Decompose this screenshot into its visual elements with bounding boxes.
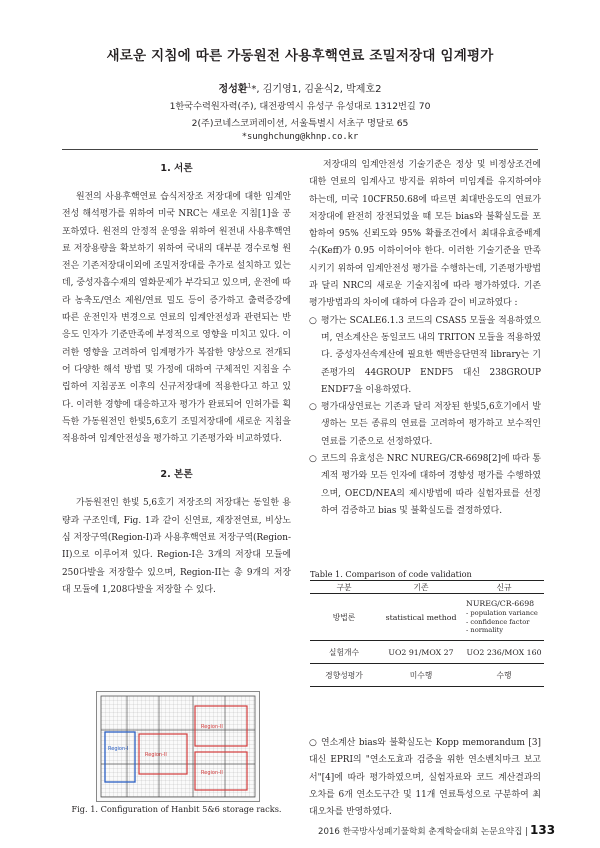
table-row: [310, 641, 544, 664]
main-body-paragraph: 가동원전인 한빛 5,6호기 저장조의 저장대는 동일한 용량과 구조인데, Fig. 1과 같이 신연료, 재장전연료, 비상노심 저장구역(Region-I)과 사용후핵연료 저장구역(Region-II)으로 이루어져 있다. Region-I은 3개의 저장대 모듈에 250다발을 저장할수 있으며, Region-II는 총 9개의 저장대 모듈에 1,208다발을 저장할 수 있다.: [62, 498, 291, 595]
table-cell: 실험개수: [310, 641, 378, 664]
method-item: - population variance: [466, 609, 538, 618]
list-item: ○ 평가대상연료는 기존과 달리 저장된 한빛5,6호기에서 발생하는 모든 종류의 연료를 고려하여 평가하고 보수적인 연료를 기준으로 선정하였다.: [309, 399, 541, 451]
corresponding-mark: *: [251, 84, 257, 95]
table-cell: 수행: [464, 664, 544, 687]
table-cell: UO2 236/MOX 160: [464, 641, 544, 664]
method-title: NUREG/CR-6698: [466, 599, 535, 609]
table-row: [310, 594, 544, 641]
criteria-paragraph: 저장대의 임계안전성 기술기준은 정상 및 비정상조건에 대한 연료의 임계사고 방지를 위하여 미임계를 유지하여야 하는데, 미국 10CFR50.68에 따르면 최대반응도의 연료가 저장대에 완전히 장전되었을 때 모든 bias와 불확실도를 포함하여 95% 신뢰도와 95% 확률조건에서 최대유효증배계수(Keff)가 0.95 이하이어야 한다. 이러한 기술기준을 만족시키기 위하여 임계안전성 평가를 수행하는데, 기존평가방법과 달리 NRC의 새로운 기술지침에 따라 평가하였다. 기존평가방법과의 차이에 대하여 다음과 같이 비교하였다 :: [309, 160, 541, 309]
storage-rack-diagram: [97, 692, 259, 801]
bullet-mark: ○: [309, 315, 317, 326]
bullet-mark: ○: [309, 454, 317, 465]
table-header: 기존: [378, 581, 464, 594]
author-line: [0, 80, 600, 95]
right-column: [309, 157, 541, 520]
bullet-mark: ○: [309, 402, 317, 413]
table-header: 구분: [310, 581, 378, 594]
table-header-row: [310, 581, 544, 594]
comparison-list: [309, 313, 541, 521]
region-ii-label-a: Region-II: [145, 752, 167, 758]
main-author-sup: 1: [247, 82, 252, 90]
region-ii-label-c: Region-II: [201, 770, 223, 776]
author-email: *sunghchung@khnp.co.kr: [241, 132, 359, 142]
table-cell: [464, 594, 544, 641]
co-authors: , 김기영1, 김윤식2, 박제호2: [256, 84, 382, 95]
table-cell: 미수행: [378, 664, 464, 687]
validation-comparison-table: [310, 580, 544, 687]
region-ii-label-b: Region-II: [201, 724, 223, 730]
method-item: - confidence factor: [466, 617, 530, 626]
table-title: Table 1. Comparison of code validation: [310, 569, 472, 579]
table-row: [310, 664, 544, 687]
section-heading-introduction: 1. 서론: [160, 163, 193, 174]
header-separator: [62, 149, 538, 150]
list-item: ○ 평가는 SCALE6.1.3 코드의 CSAS5 모듈을 적용하였으며, 연소계산은 동일코드 내의 TRITON 모듈을 적용하였다. 중성자선속계산에 필요한 핵반응단면적 library는 기존평가의 44GROUP ENDF5 대신 238GROUP ENDF7을 이용하였다.: [309, 313, 541, 399]
footer-text: 2016 한국방사성폐기물학회 춘계학술대회 논문요약집 |: [318, 827, 529, 837]
main-author: 정성환: [218, 84, 248, 95]
affiliation-2: 2(주)코네스코퍼레이션, 서울특별시 서초구 명달로 65: [191, 118, 409, 129]
figure-caption: Fig. 1. Configuration of Hanbit 5&6 storage racks.: [71, 804, 282, 814]
region-i-label: Region-I: [108, 746, 129, 752]
list-item: ○ 코드의 유효성은 NRC NUREG/CR-6698[2]에 따라 통계적 평가와 모든 인자에 대하여 경향성 평가를 수행하였으며, OECD/NEA의 제시방법에 따라 실험자료를 선정하여 검증하고 bias 및 불확실도를 결정하였다.: [309, 451, 541, 520]
paper-title: 새로운 지침에 따른 가동원전 사용후핵연료 조밀저장대 임계평가: [106, 48, 494, 64]
table-cell: statistical method: [385, 612, 457, 622]
page-footer: [318, 823, 555, 837]
burnup-paragraph: ○ 연소계산 bias와 불확실도는 Kopp memorandum [3] 대신 EPRI의 "연소도효과 검증을 위한 연소벤치마크 보고서"[4]에 따라 평가하였으며, 실험자료와 코드 계산결과의 오차를 6개 연소도구간 및 11개 연료특성으로 구분하여 최대오차를 반영하였다.: [309, 738, 541, 818]
section-heading-main: 2. 본론: [160, 469, 193, 481]
table-cell: UO2 91/MOX 27: [378, 641, 464, 664]
table-cell: 경향성평가: [310, 664, 378, 687]
left-column: [62, 160, 291, 599]
page-number: 133: [530, 823, 556, 837]
method-item: - normality: [466, 626, 503, 635]
introduction-paragraph: 원전의 사용후핵연료 습식저장조 저장대에 대한 임계안전성 해석평가를 위하여 미국 NRC는 새로운 지침[1]을 공포하였다. 원전의 안정적 운영을 위하여 원전내 사용후핵연료 저장용량을 확보하기 위하여 국내의 대부분 경수로형 원전은 기존저장대이외에 조밀저장대를 추가로 설치하고 있는데, 중성자흡수재의 열화문제가 부각되고 있으며, 운전에 따라 농축도/연소 제원/연료 밀도 등이 증가하고 출력증강에 따른 운전인자 변경으로 연료의 임계안전성과 관련되는 반응도 인자가 기준만족에 부정적으로 영향을 미치고 있다. 이러한 영향을 고려하여 임계평가가 복잡한 양상으로 전개되어 다양한 해석 방법 및 가정에 대하여 구체적인 지침을 수립하여 지침공포 이후의 신규저장대에 적용한다고 하고 있다. 이러한 경향에 대응하고자 평가가 완료되어 인허가를 획득한 가동원전인 한빛5,6호기 조밀저장대에 새로운 지침을 적용하여 임계안전성을 평가하고 기존평가와 비교하였다.: [62, 192, 291, 445]
storage-rack-figure: [96, 691, 260, 802]
table-header: 신규: [464, 581, 544, 594]
table-cell: 방법론: [332, 612, 356, 622]
affiliation-1: 1한국수력원자력(주), 대전광역시 유성구 유성대로 1312번길 70: [169, 101, 431, 112]
